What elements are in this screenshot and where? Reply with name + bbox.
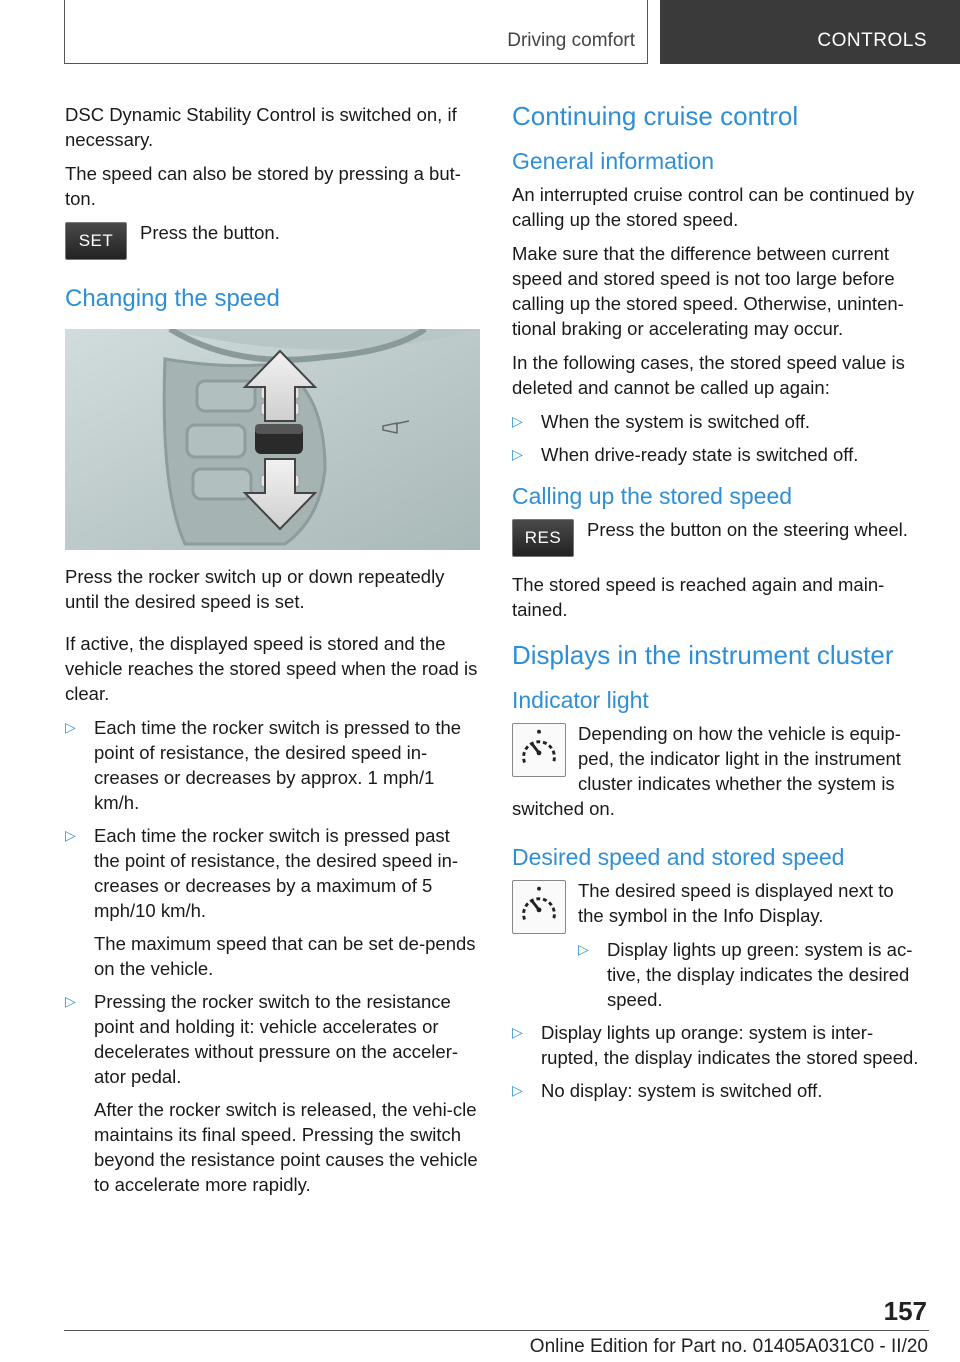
paragraph: If active, the displayed speed is stored and the vehicle reaches the stored speed when the road is clear. [65, 633, 478, 704]
left-column [65, 102, 480, 1205]
set-button-icon: SET [65, 222, 127, 260]
list-item: ▷ Pressing the rocker switch to the resistance point and holding it: vehicle accelerates or decelerates without pressure on the acceler-ator pedal. After the rocker switch is released, the vehi-cle maintains its final speed. Pressing the switch beyond the resistance point causes the vehicle to accelerate more rapidly. [65, 989, 480, 1197]
paragraph: Press the button on the steering wheel. [587, 519, 908, 540]
paragraph: The speed can also be stored by pressing a but-ton. [65, 163, 461, 209]
triangle-right-icon: ▷ [65, 993, 76, 1009]
bullet-list [65, 715, 480, 1197]
cruise-control-speedometer-icon [512, 723, 566, 777]
list-item: ▷ Display lights up orange: system is inter-rupted, the display indicates the stored speed. [512, 1022, 919, 1068]
section-heading: Changing the speed [65, 285, 280, 312]
list-item: ▷ Each time the rocker switch is pressed to the point of resistance, the desired speed in-creases or decreases by approx. 1 mph/1 km/h. [65, 717, 462, 813]
triangle-right-icon: ▷ [512, 1024, 523, 1040]
paragraph: The desired speed is displayed next to the symbol in the Info Display. [578, 880, 894, 926]
triangle-right-icon: ▷ [512, 446, 523, 462]
list-item-note: The maximum speed that can be set de-pends on the vehicle. [94, 933, 476, 979]
paragraph: An interrupted cruise control can be continued by calling up the stored speed. [512, 184, 915, 230]
section-title: Driving comfort [507, 30, 635, 51]
subsection-heading: Desired speed and stored speed [512, 844, 845, 870]
paragraph: Depending on how the vehicle is equip-ped, the indicator light in the instrument cluster indicates whether the system is switched on. [512, 723, 901, 819]
subsection-heading: Calling up the stored speed [512, 483, 793, 509]
section-heading: Displays in the instrument cluster [512, 640, 894, 670]
paragraph: Make sure that the difference between current speed and stored speed is not too large before calling up the stored speed. Otherwise, uninten-tional braking or accelerating may occur. [512, 243, 904, 339]
list-item: ▷ No display: system is switched off. [512, 1080, 823, 1101]
paragraph: The stored speed is reached again and main-tained. [512, 574, 885, 620]
triangle-right-icon: ▷ [65, 719, 76, 735]
footer-edition: Online Edition for Part no. 01405A031C0 - II/20 [529, 1336, 928, 1357]
header-section-tab [64, 0, 648, 64]
set-button-instruction [65, 220, 480, 262]
cruise-control-speedometer-icon [512, 880, 566, 934]
list-item: ▷ Each time the rocker switch is pressed past the point of resistance, the desired speed in-creases or decreases by a maximum of 5 mph/10 km/h. The maximum speed that can be set de-pends on the vehicle. [65, 823, 480, 981]
chapter-title: CONTROLS [817, 30, 927, 51]
subsection-heading: Indicator light [512, 687, 649, 713]
steering-wheel-rocker-switch-image [65, 329, 480, 550]
section-heading: Continuing cruise control [512, 101, 799, 131]
list-item-note: After the rocker switch is released, the vehi-cle maintains its final speed. Pressing the switch beyond the resistance point causes the vehicle to accelerate more rapidly. [94, 1099, 478, 1195]
paragraph: Press the button. [140, 222, 280, 243]
list-item: ▷ Display lights up green: system is ac-tive, the display indicates the desired speed. [578, 939, 913, 1010]
footer-divider [64, 1330, 929, 1331]
triangle-right-icon: ▷ [512, 1082, 523, 1098]
indicator-block [512, 721, 922, 830]
page-number: 157 [883, 1296, 927, 1326]
triangle-right-icon: ▷ [512, 413, 523, 429]
bullet-list [578, 937, 922, 1012]
bullet-list [512, 1020, 922, 1103]
list-item: ▷ When the system is switched off. [512, 411, 811, 432]
desired-speed-block [512, 878, 922, 1020]
bullet-list [512, 409, 922, 467]
res-button-icon: RES [512, 519, 574, 557]
triangle-right-icon: ▷ [578, 941, 589, 957]
paragraph: Press the rocker switch up or down repeatedly until the desired speed is set. [65, 566, 445, 612]
list-item: ▷ When drive-ready state is switched off. [512, 444, 859, 465]
triangle-right-icon: ▷ [65, 827, 76, 843]
res-button-instruction [512, 517, 922, 559]
paragraph: DSC Dynamic Stability Control is switched on, if necessary. [65, 104, 457, 150]
paragraph: In the following cases, the stored speed value is deleted and cannot be called up again: [512, 352, 905, 398]
right-column [512, 100, 922, 1111]
subsection-heading: General information [512, 148, 714, 174]
header-chapter-tab [660, 0, 960, 64]
